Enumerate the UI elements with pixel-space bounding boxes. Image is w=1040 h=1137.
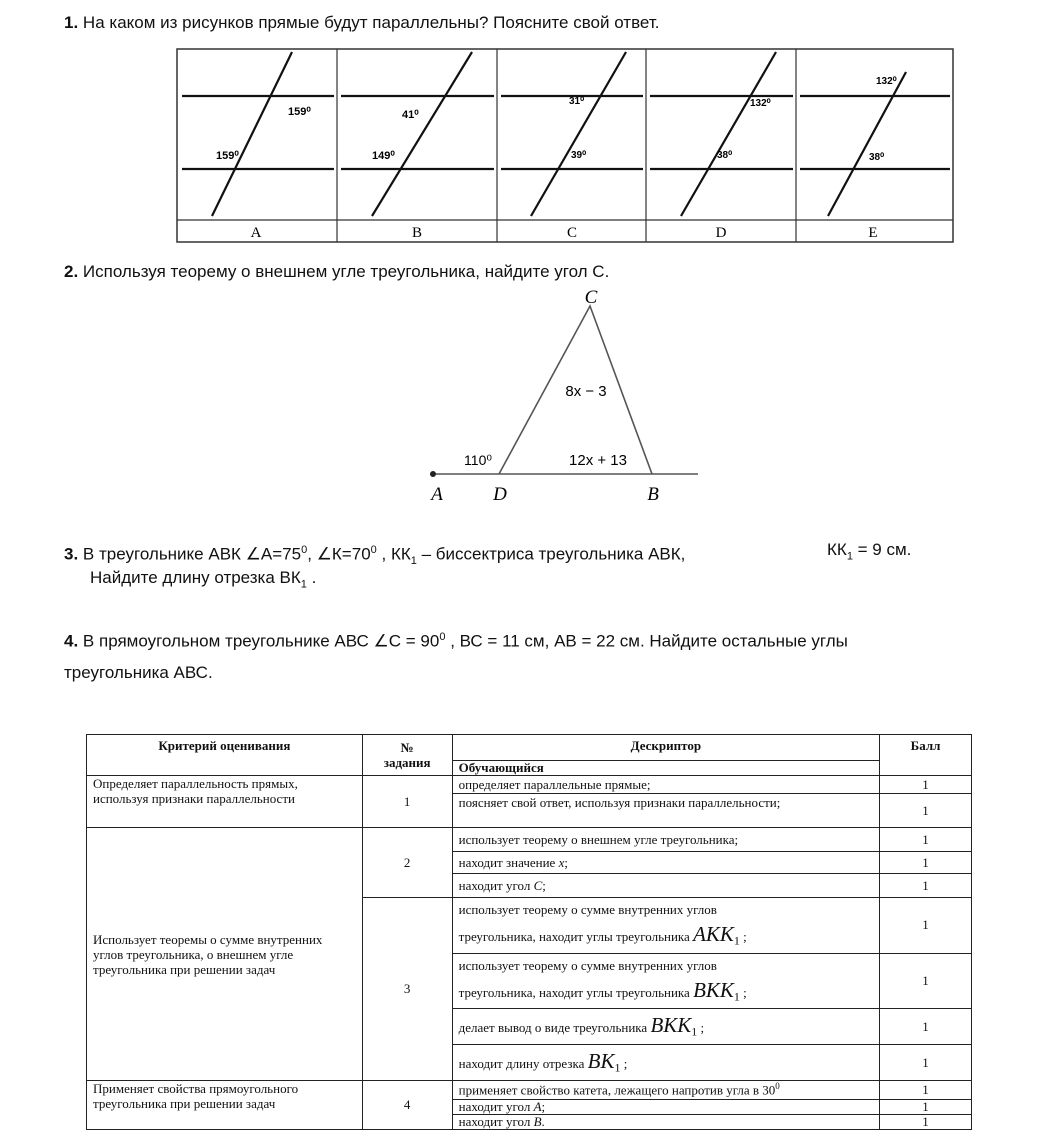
score-cell: 1 (880, 1114, 972, 1129)
descriptor-cell: находит угол B. (452, 1114, 879, 1129)
point-a (430, 471, 436, 477)
descriptor-cell (452, 1009, 879, 1045)
question-4-text-a: В прямоугольном треугольнике АВС ∠С = 90 (82, 631, 440, 651)
descriptor-line-2 (459, 922, 873, 953)
header-task-number-line-2: задания (383, 755, 431, 770)
question-3-text-c: , КК (376, 544, 411, 564)
header-descriptor: Дескриптор (452, 735, 879, 761)
panel-a-angle-1: 159⁰ (288, 106, 311, 118)
question-2-number: 2. (64, 262, 79, 281)
descriptor-math: BKK (650, 1013, 692, 1038)
descriptor-text: треугольника, находит углы треугольника (458, 929, 690, 944)
score-cell: 1 (880, 1099, 972, 1114)
header-task-number-line-1: № (400, 740, 414, 755)
descriptor-math-sub: 1 (733, 989, 740, 1004)
descriptor-end: ; (620, 1056, 628, 1072)
question-1 (64, 10, 659, 36)
panel-c-angle-1: 31⁰ (569, 96, 585, 107)
task-number-cell: 3 (362, 898, 452, 1081)
panel-b-label: B (411, 225, 423, 241)
question-1-text: На каком из рисунков прямые будут параллельны? Поясните свой ответ. (82, 13, 660, 32)
question-3-kk-a: КК (827, 540, 847, 559)
descriptor-end: ; (697, 1020, 705, 1036)
vertex-c-label: C (584, 287, 598, 308)
descriptor-cell (452, 1045, 879, 1081)
descriptor-math: AKK (693, 922, 734, 946)
descriptor-math-sub: 1 (733, 933, 740, 948)
task-number-cell: 1 (362, 776, 452, 828)
descriptor-cell (452, 898, 879, 954)
question-3-kk-b: = 9 см. (852, 540, 912, 559)
descriptor-text: находит длину отрезка (458, 1056, 585, 1072)
question-3-text-b: , ∠К=70 (307, 544, 371, 564)
panel-d (650, 52, 793, 241)
header-descriptor-sub: Обучающийся (452, 761, 879, 776)
panel-b-angle-1: 41⁰ (402, 109, 419, 121)
descriptor-sup: 0 (775, 1081, 780, 1092)
criterion-cell: Использует теоремы о сумме внутренних углов треугольника, о внешнем угле треугольника при решении задач (87, 828, 363, 1081)
panel-b (341, 52, 494, 241)
header-task-number (362, 735, 452, 776)
descriptor-cell: поясняет свой ответ, используя признаки параллельности; (452, 794, 879, 828)
question-3-sub-1: 1 (410, 555, 417, 568)
question-4-number: 4. (64, 631, 79, 651)
assessment-rubric-table (86, 734, 972, 1130)
descriptor-text: применяет свойство катета, лежащего напротив угла в 30 (458, 1082, 776, 1098)
question-4-sup: 0 (439, 631, 446, 643)
descriptor-line-2 (459, 978, 873, 1009)
question-3-sup-1: 0 (301, 544, 308, 556)
descriptor-cell: находит угол A; (452, 1099, 879, 1114)
vertex-a-label: A (431, 484, 443, 505)
question-3-line-2-text: Найдите длину отрезка ВК (90, 568, 301, 587)
score-cell: 1 (880, 953, 972, 1009)
panel-e-label: E (868, 225, 878, 241)
task-number-cell: 2 (362, 828, 452, 898)
question-3-kk-sub: 1 (846, 550, 853, 563)
descriptor-text: треугольника, находит углы треугольника (458, 984, 690, 1000)
vertex-b-label: B (647, 484, 659, 505)
descriptor-cell (452, 1081, 879, 1099)
panel-c (501, 52, 643, 241)
score-cell: 1 (880, 1009, 972, 1045)
criterion-cell: Применяет свойства прямоугольного треугольника при решении задач (87, 1081, 363, 1129)
vertex-d-label: D (493, 484, 507, 505)
descriptor-end: ; (739, 984, 747, 1000)
score-cell: 1 (880, 898, 972, 954)
question-3-text-d: – биссектриса треугольника АВК, (416, 544, 686, 564)
question-1-number: 1. (64, 13, 79, 32)
descriptor-cell: находит угол C; (452, 874, 879, 898)
rubric-header-row (87, 735, 972, 761)
panel-a-angle-2: 159⁰ (216, 150, 239, 162)
criterion-cell: Определяет параллельность прямых, используя признаки параллельности (87, 776, 363, 828)
panel-d-angle-1: 132⁰ (750, 98, 771, 109)
question-4 (64, 622, 1004, 688)
descriptor-cell (452, 953, 879, 1009)
question-3-line-2-sub: 1 (300, 578, 307, 591)
question-3-number: 3. (64, 544, 79, 564)
question-2-text: Используя теорему о внешнем угле треугольника, найдите угол С. (82, 262, 610, 281)
score-cell: 1 (880, 1081, 972, 1099)
descriptor-line-1: использует теорему о сумме внутренних углов (458, 902, 717, 917)
panel-e-angle-1: 132⁰ (876, 76, 897, 87)
question-3-kk-value (827, 537, 911, 569)
score-cell: 1 (880, 1045, 972, 1081)
panel-a (182, 52, 334, 241)
panel-e-angle-2: 38⁰ (869, 152, 885, 163)
score-cell: 1 (880, 776, 972, 794)
score-cell: 1 (880, 852, 972, 874)
header-criterion: Критерий оценивания (87, 735, 363, 776)
descriptor-math-sub: 1 (614, 1060, 621, 1075)
panel-b-angle-2: 149⁰ (372, 150, 395, 162)
question-4-line-2: треугольника АВС. (64, 662, 213, 682)
angle-c-expression: 8x − 3 (565, 383, 607, 400)
descriptor-text: делает вывод о виде треугольника (458, 1020, 648, 1036)
descriptor-math: BKK (693, 977, 734, 1002)
panel-e (800, 72, 950, 241)
score-cell: 1 (880, 874, 972, 898)
table-row (87, 828, 972, 852)
task-number-cell: 4 (362, 1081, 452, 1129)
panel-d-label: D (715, 225, 727, 241)
score-cell: 1 (880, 794, 972, 828)
question-3-line-2-end: . (306, 568, 317, 587)
question-3-text-a: В треугольнике АВК ∠А=75 (82, 544, 302, 564)
descriptor-cell: использует теорему о внешнем угле треугольника; (452, 828, 879, 852)
panel-d-angle-2: 38⁰ (717, 150, 733, 161)
question-4-text-b: , ВС = 11 см, АВ = 22 см. Найдите остальные углы (445, 631, 848, 651)
triangle-figure (420, 284, 710, 508)
parallel-lines-figures (176, 48, 954, 244)
question-4-line-1 (64, 622, 1004, 657)
panel-a-label: A (250, 225, 262, 241)
angle-b-expression: 12x + 13 (569, 452, 627, 469)
descriptor-math-sub: 1 (691, 1024, 698, 1039)
table-row (87, 1081, 972, 1099)
question-2 (64, 259, 609, 285)
descriptor-math: BK (587, 1049, 615, 1074)
figures-frame (177, 49, 953, 242)
score-cell: 1 (880, 828, 972, 852)
panel-c-angle-2: 39⁰ (571, 150, 587, 161)
question-3 (64, 537, 964, 597)
question-3-line-1 (64, 537, 964, 568)
panel-c-label: C (566, 225, 578, 241)
header-score: Балл (880, 735, 972, 776)
question-3-sup-2: 0 (370, 544, 377, 556)
descriptor-cell: определяет параллельные прямые; (452, 776, 879, 794)
table-row (87, 776, 972, 794)
exterior-angle-label: 110⁰ (464, 452, 492, 468)
descriptor-end: ; (739, 929, 747, 944)
descriptor-cell: находит значение x; (452, 852, 879, 874)
descriptor-line-1: использует теорему о сумме внутренних углов (458, 957, 717, 973)
question-3-line-2 (64, 565, 964, 597)
